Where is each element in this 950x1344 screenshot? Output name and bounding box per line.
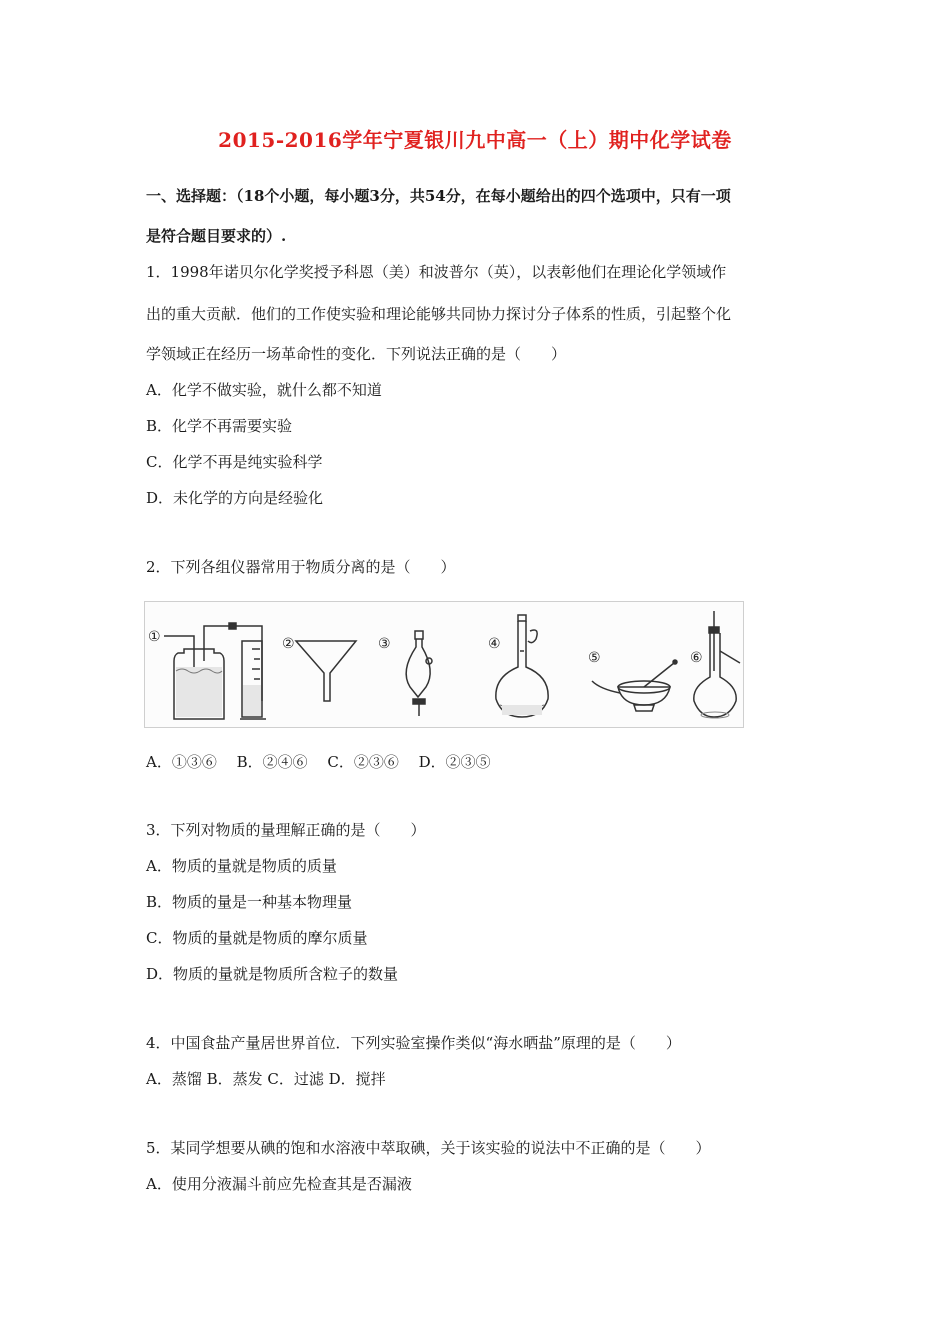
figure-label-6: ⑥ (690, 650, 703, 666)
question-4-options: A．蒸馏 B．蒸发 C．过滤 D．搅拌 (146, 1070, 386, 1088)
figure-label-2: ② (282, 636, 295, 652)
section-heading-line-1: 一、选择题：（18个小题，每小题3分，共54分，在每小题给出的四个选项中，只有一项 (146, 187, 731, 205)
question-4-stem: 4．中国食盐产量居世界首位．下列实验室操作类似“海水晒盐”原理的是（ ） (146, 1034, 681, 1052)
lab-apparatus-figure (144, 601, 744, 728)
question-3-option-a: A．物质的量就是物质的质量 (146, 857, 337, 875)
question-1-stem-line-3: 学领域正在经历一场革命性的变化．下列说法正确的是（ ） (146, 345, 567, 363)
figure-label-3: ③ (378, 636, 391, 652)
question-2-stem: 2．下列各组仪器常用于物质分离的是（ ） (146, 558, 456, 576)
question-2-options: A．①③⑥ B．②④⑥ C．②③⑥ D．②③⑤ (146, 753, 491, 771)
section-heading-line-2: 是符合题目要求的）. (146, 227, 287, 245)
page-title: 2015-2016学年宁夏银川九中高一（上）期中化学试卷 (218, 128, 732, 152)
question-3-option-b: B．物质的量是一种基本物理量 (146, 893, 353, 911)
question-1-stem-line-2: 出的重大贡献．他们的工作使实验和理论能够共同协力探讨分子体系的性质，引起整个化 (146, 305, 732, 323)
question-1-option-c: C．化学不再是纯实验科学 (146, 453, 323, 471)
question-1-option-a: A．化学不做实验，就什么都不知道 (146, 381, 382, 399)
question-3-option-d: D．物质的量就是物质所含粒子的数量 (146, 965, 399, 983)
question-3-stem: 3．下列对物质的量理解正确的是（ ） (146, 821, 426, 839)
question-5-option-a: A．使用分液漏斗前应先检查其是否漏液 (146, 1175, 412, 1193)
figure-label-1: ① (148, 629, 161, 645)
question-5-stem: 5．某同学想要从碘的饱和水溶液中萃取碘，关于该实验的说法中不正确的是（ ） (146, 1139, 711, 1157)
figure-label-4: ④ (488, 636, 501, 652)
figure-label-5: ⑤ (588, 650, 601, 666)
question-1-stem-line-1: 1．1998年诺贝尔化学奖授予科恩（美）和波普尔（英），以表彰他们在理论化学领域作 (146, 263, 727, 281)
question-1-option-b: B．化学不再需要实验 (146, 417, 293, 435)
question-1-option-d: D．未化学的方向是经验化 (146, 489, 324, 507)
question-3-option-c: C．物质的量就是物质的摩尔质量 (146, 929, 368, 947)
